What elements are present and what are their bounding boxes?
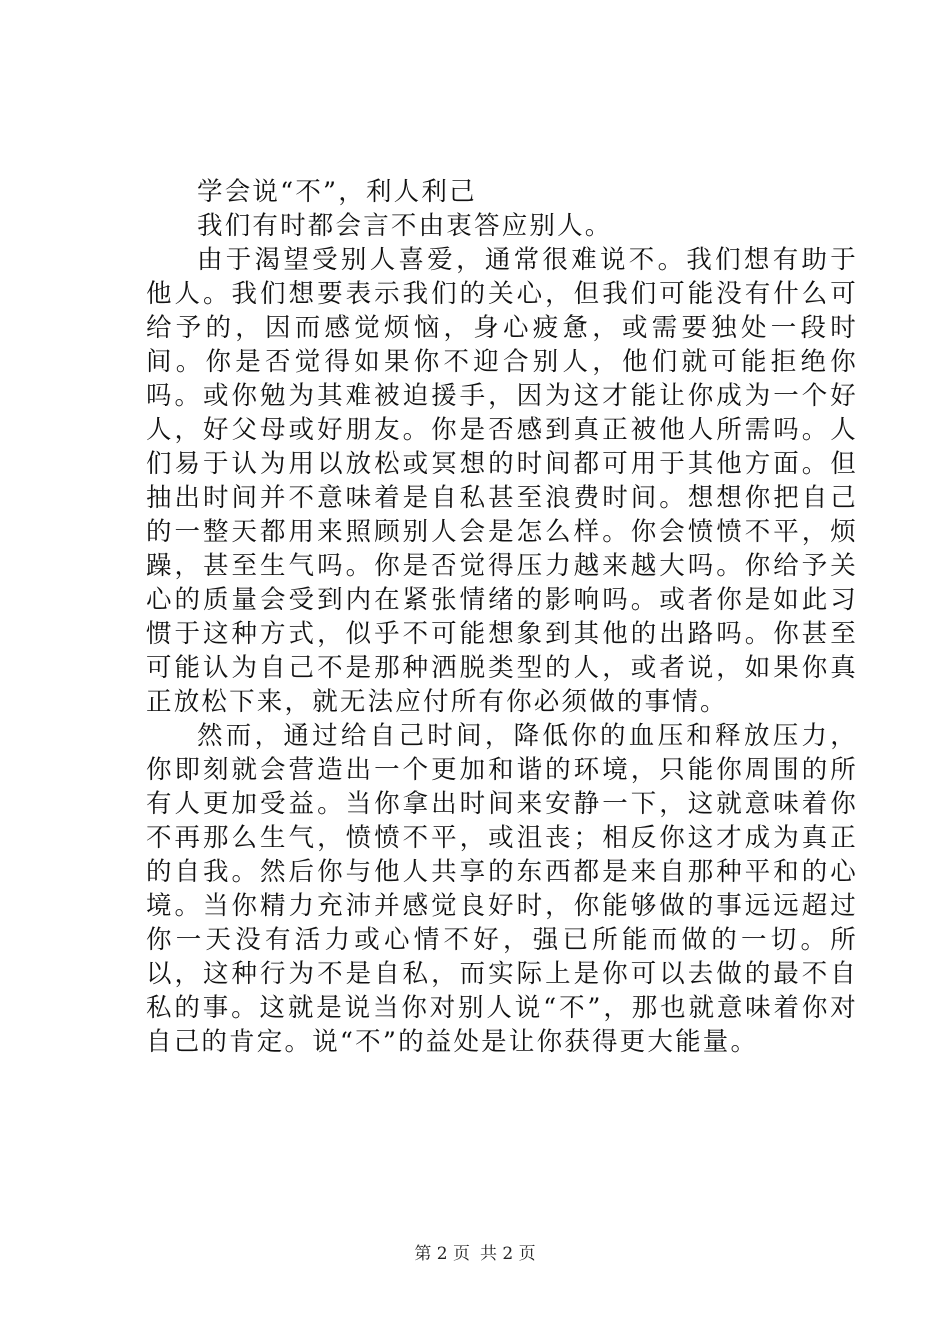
paragraph-2: 由于渴望受别人喜爱，通常很难说不。我们想有助于他人。我们想要表示我们的关心，但我们可能没有什么可给予的，因而感觉烦恼，身心疲惫，或需要独处一段时间。你是否觉得如果你不迎合别人，他们就可能拒绝你吗。或你勉为其难被迫援手，因为这才能让你成为一个好人，好父母或好朋友。你是否感到真正被他人所需吗。人们易于认为用以放松或冥想的时间都可用于其他方面。但抽出时间并不意味着是自私甚至浪费时间。想想你把自己的一整天都用来照顾别人会是怎么样。你会愤愤不平，烦躁，甚至生气吗。你是否觉得压力越来越大吗。你给予关心的质量会受到内在紧张情绪的影响吗。或者你是如此习惯于这种方式，似乎不可能想象到其他的出路吗。你甚至可能认为自己不是那种洒脱类型的人，或者说，如果你真正放松下来，就无法应付所有你必须做的事情。 [146, 245, 858, 717]
paragraph-1: 我们有时都会言不由衷答应别人。 [197, 211, 613, 241]
page-footer [0, 1243, 950, 1265]
document-title: 学会说“不”，利人利己 [197, 177, 477, 207]
page-total: 共 2 页 [480, 1244, 536, 1264]
page-number: 第 2 页 [414, 1244, 470, 1264]
paragraph-3: 然而，通过给自己时间，降低你的血压和释放压力，你即刻就会营造出一个更加和谐的环境，只能你周围的所有人更加受益。当你拿出时间来安静一下，这就意味着你不再那么生气，愤愤不平，或沮丧；相反你这才成为真正的自我。然后你与他人共享的东西都是来自那种平和的心境。当你精力充沛并感觉良好时，你能够做的事远远超过你一天没有活力或心情不好，强已所能而做的一切。所以，这种行为不是自私，而实际上是你可以去做的最不自私的事。这就是说当你对别人说“不”，那也就意味着你对自己的肯定。说“不”的益处是让你获得更大能量。 [146, 721, 858, 1057]
document-body [146, 175, 858, 1059]
